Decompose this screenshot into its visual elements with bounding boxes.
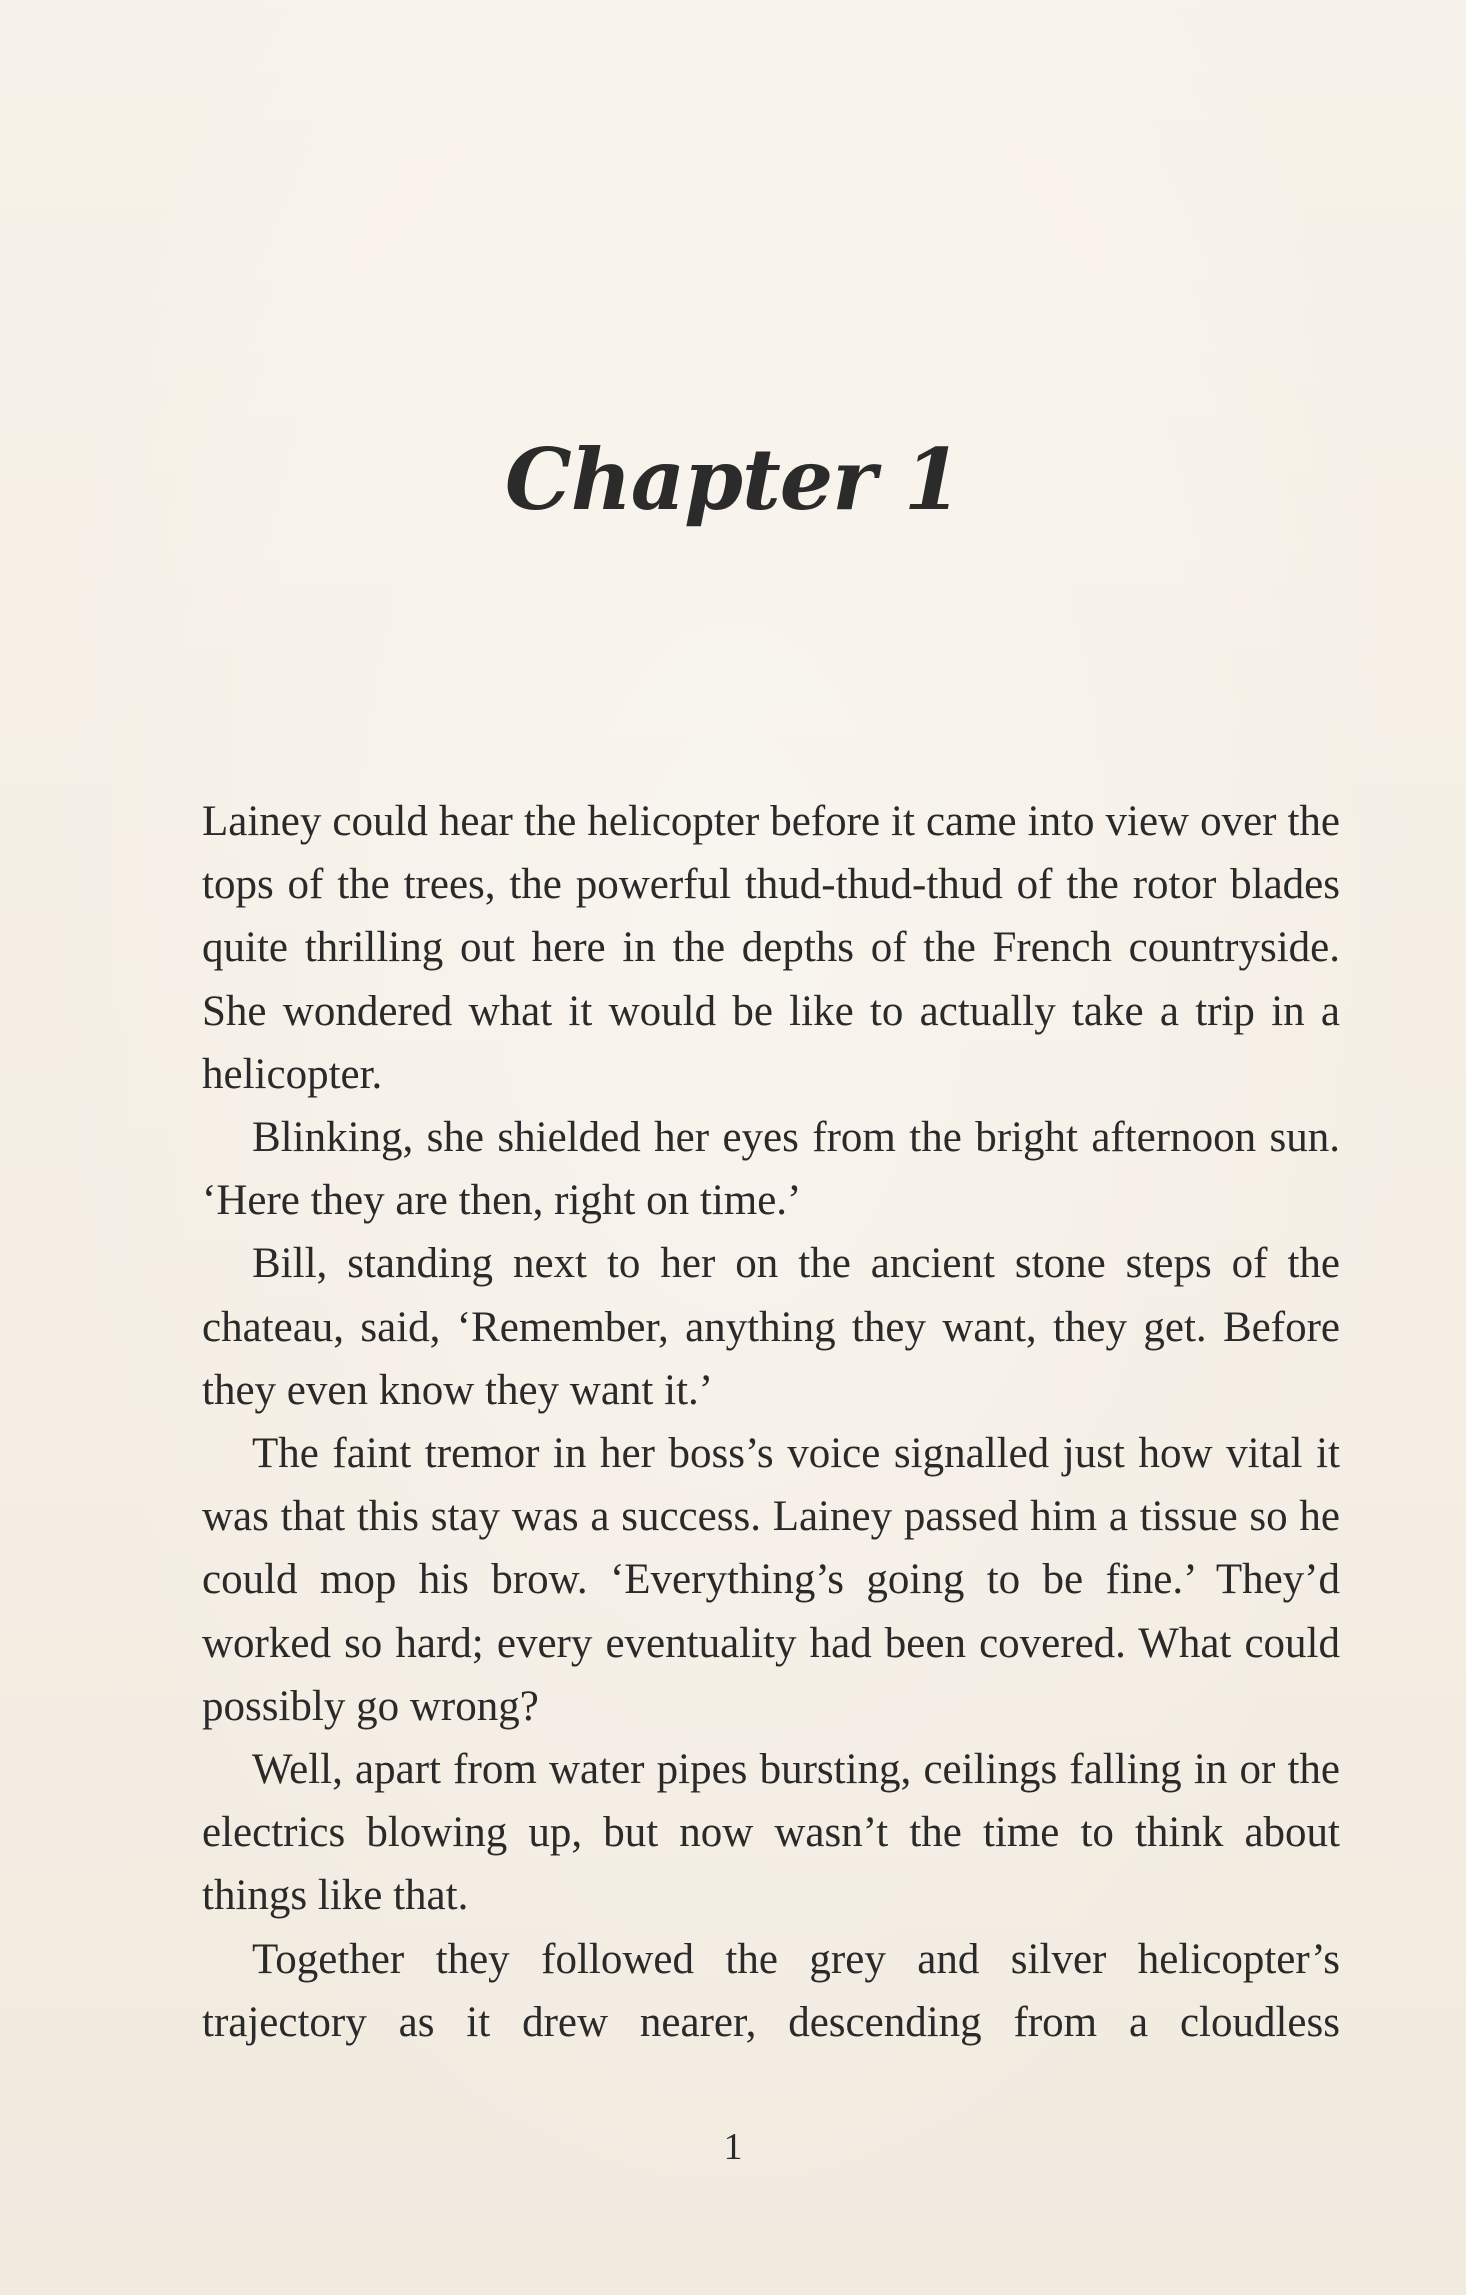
paragraph: The faint tremor in her boss’s voice signalled just how vital it was that this stay was a success. Lainey passed him a tissue so he could mop his brow. ‘Everything’s going to be fine.’ They’d worked so hard; every eventuality had been covered. What could possibly go wrong? (202, 1430, 1340, 1730)
paragraph: Blinking, she shielded her eyes from the bright afternoon sun. ‘Here they are then, right on time.’ (202, 1114, 1340, 1225)
chapter-title: Chapter 1 (504, 430, 962, 529)
paragraph: Together they followed the grey and silver helicopter’s trajectory as it drew nearer, descending from a cloudless (202, 1935, 1340, 2046)
chapter-body (202, 790, 1340, 2054)
paragraph: Well, apart from water pipes bursting, ceilings falling in or the electrics blowing up, but now wasn’t the time to think about things like that. (202, 1746, 1340, 1920)
paragraph: Bill, standing next to her on the ancient stone steps of the chateau, said, ‘Remember, anything they want, they get. Before they even know they want it.’ (202, 1240, 1340, 1414)
paragraph: Lainey could hear the helicopter before it came into view over the tops of the trees, the powerful thud-thud-thud of the rotor blades quite thrilling out here in the depths of the French countryside. She wondered what it would be like to actually take a trip in a helicopter. (202, 798, 1340, 1098)
page-number: 1 (723, 2126, 743, 2168)
